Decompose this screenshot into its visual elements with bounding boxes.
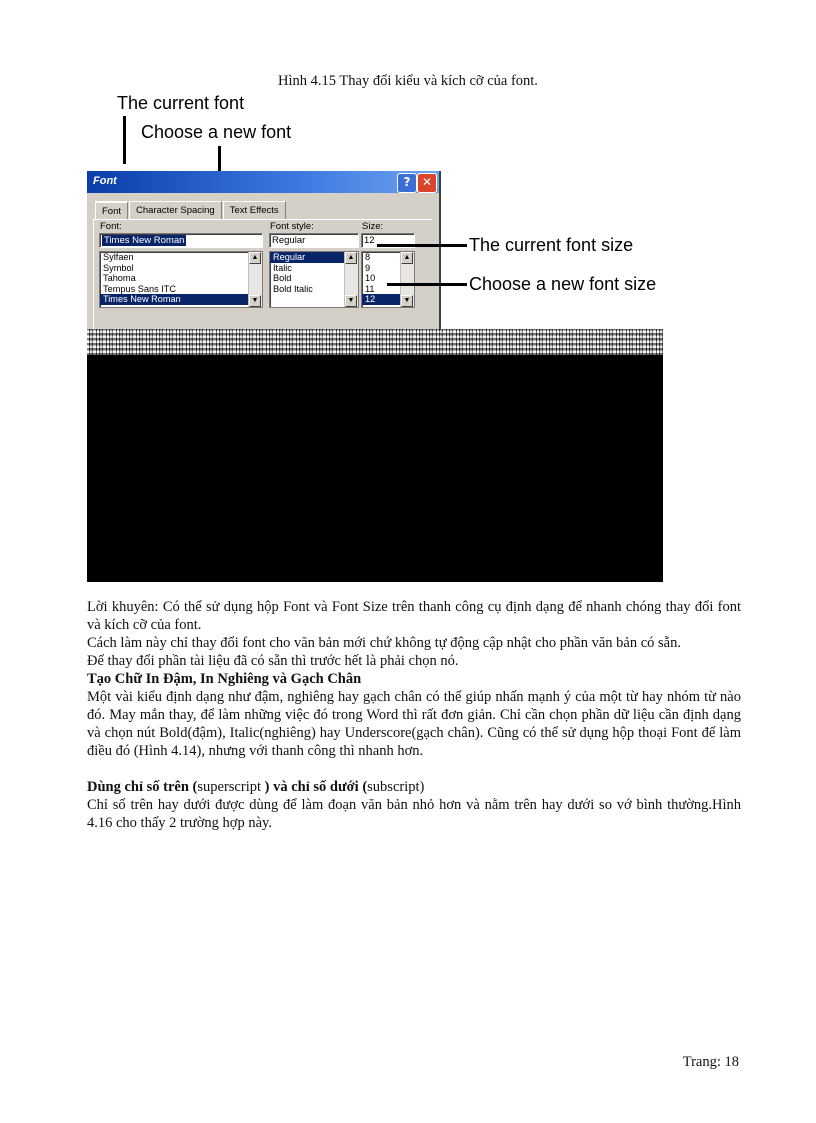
font-list-scrollbar[interactable] (248, 252, 262, 307)
paragraph-super-subscript: Chỉ số trên hay dưới được dùng để làm đoạn văn bản nhỏ hơn và nằm trên hay dưới so vớ bình thường.Hình 4.16 cho thấy 2 trường hợp này. (87, 797, 741, 831)
tab-text-effects[interactable]: Text Effects (223, 201, 286, 219)
font-name-list[interactable] (99, 251, 263, 308)
paragraph-note: Cách làm này chỉ thay đổi font cho văn bản mới chứ không tự động cập nhật cho phần văn bản có sẵn. (87, 635, 681, 651)
image-noise-band (87, 329, 663, 355)
scroll-up-arrow-icon[interactable]: ▲ (401, 252, 413, 264)
style-list-scrollbar[interactable] (344, 252, 358, 307)
font-size-list[interactable] (361, 251, 415, 308)
pointer-line-current-size (377, 244, 467, 247)
annotation-choose-size: Choose a new font size (469, 274, 657, 294)
font-name-value: Times New Roman (104, 235, 185, 246)
font-dialog (87, 171, 441, 329)
dialog-title: Font (93, 175, 117, 187)
font-dialog-figure (87, 93, 663, 582)
annotation-choose-font: Choose a new font (141, 122, 292, 142)
pointer-line-current-font (123, 116, 126, 164)
style-list-item[interactable]: Italic (273, 262, 292, 273)
font-style-input[interactable]: Regular (269, 233, 359, 248)
scroll-up-arrow-icon[interactable]: ▲ (345, 252, 357, 264)
paragraph-formatting: Một vài kiểu định dạng như đậm, nghiêng hay gạch chân có thể giúp nhấn mạnh ý của một từ hay nhóm từ nào đó. May mắn thay, để làm những việc đó trong Word thì rất đơn giản. Chỉ cần chọn phần dữ liệu cần định dạng và chọn nút Bold(đậm), Italic(nghiêng) hay Underscore(gạch chân). Cũng có thể sử dụng hộp thoại Font để làm điều đó (Hình 4.14), nhưng với thanh công thì nhanh hơn. (87, 689, 741, 759)
style-list-item[interactable]: Bold Italic (273, 283, 313, 294)
heading2-part-e: ) (419, 779, 425, 795)
body-text (87, 598, 741, 832)
size-list-item-selected[interactable]: 12 (362, 294, 414, 305)
heading2-part-d: subscript (367, 779, 420, 795)
size-list-item[interactable]: 9 (365, 262, 371, 273)
tab-character-spacing[interactable]: Character Spacing (129, 201, 222, 219)
size-list-scrollbar[interactable] (400, 252, 414, 307)
scroll-down-arrow-icon[interactable]: ▼ (401, 295, 413, 307)
font-tab-panel (93, 219, 432, 330)
font-style-list[interactable] (269, 251, 359, 308)
font-style-label: Font style: (270, 221, 314, 232)
figure-screenshot (87, 93, 663, 329)
font-list-item[interactable]: Symbol (103, 262, 134, 273)
heading2-part-c: ) và chỉ số dưới ( (261, 779, 368, 795)
paragraph-tip: Lời khuyên: Có thể sử dụng hộp Font và Font Size trên thanh công cụ định dạng để nhanh chóng thay đổi font và kích cỡ của font. (87, 599, 741, 633)
figure-caption: Hình 4.15 Thay đổi kiểu và kích cỡ của font. (278, 73, 538, 89)
style-list-item[interactable]: Bold (273, 273, 292, 283)
font-list-item[interactable]: Tahoma (103, 273, 136, 283)
dialog-tabs (95, 201, 287, 219)
section-heading-bold-italic-underline: Tạo Chữ In Đậm, In Nghiêng và Gạch Chân (87, 671, 362, 687)
scroll-down-arrow-icon[interactable]: ▼ (249, 295, 261, 307)
annotation-current-size: The current font size (469, 235, 634, 255)
image-corrupted-area (87, 355, 663, 582)
size-label: Size: (362, 221, 384, 232)
scroll-down-arrow-icon[interactable]: ▼ (345, 295, 357, 307)
paragraph-select: Để thay đổi phần tài liệu đã có sẵn thì trước hết là phải chọn nó. (87, 653, 459, 669)
tab-font[interactable]: Font (95, 201, 128, 219)
heading2-part-b: superscript (197, 779, 261, 795)
heading2-part-a: Dùng chỉ số trên ( (87, 779, 198, 795)
font-name-input[interactable] (99, 233, 263, 248)
pointer-line-choose-size (387, 283, 467, 286)
dialog-titlebar (87, 171, 439, 193)
section-heading-super-subscript (87, 778, 741, 796)
size-list-item[interactable]: 10 (365, 273, 376, 283)
font-size-input[interactable]: 12 (361, 233, 415, 248)
close-button[interactable]: ✕ (417, 173, 437, 193)
size-list-item[interactable]: 8 (365, 252, 371, 262)
font-list-item[interactable]: Tempus Sans ITC (103, 283, 177, 294)
size-list-item[interactable]: 11 (365, 283, 375, 294)
annotation-current-font: The current font (117, 93, 245, 113)
page-number: Trang: 18 (682, 1054, 739, 1070)
font-list-item-selected[interactable]: Times New Roman (100, 294, 262, 305)
font-label: Font: (100, 221, 122, 232)
style-list-item-selected[interactable]: Regular (270, 252, 358, 263)
scroll-up-arrow-icon[interactable]: ▲ (249, 252, 261, 264)
help-button[interactable]: ? (397, 173, 417, 193)
font-list-item[interactable]: Sylfaen (103, 252, 134, 262)
